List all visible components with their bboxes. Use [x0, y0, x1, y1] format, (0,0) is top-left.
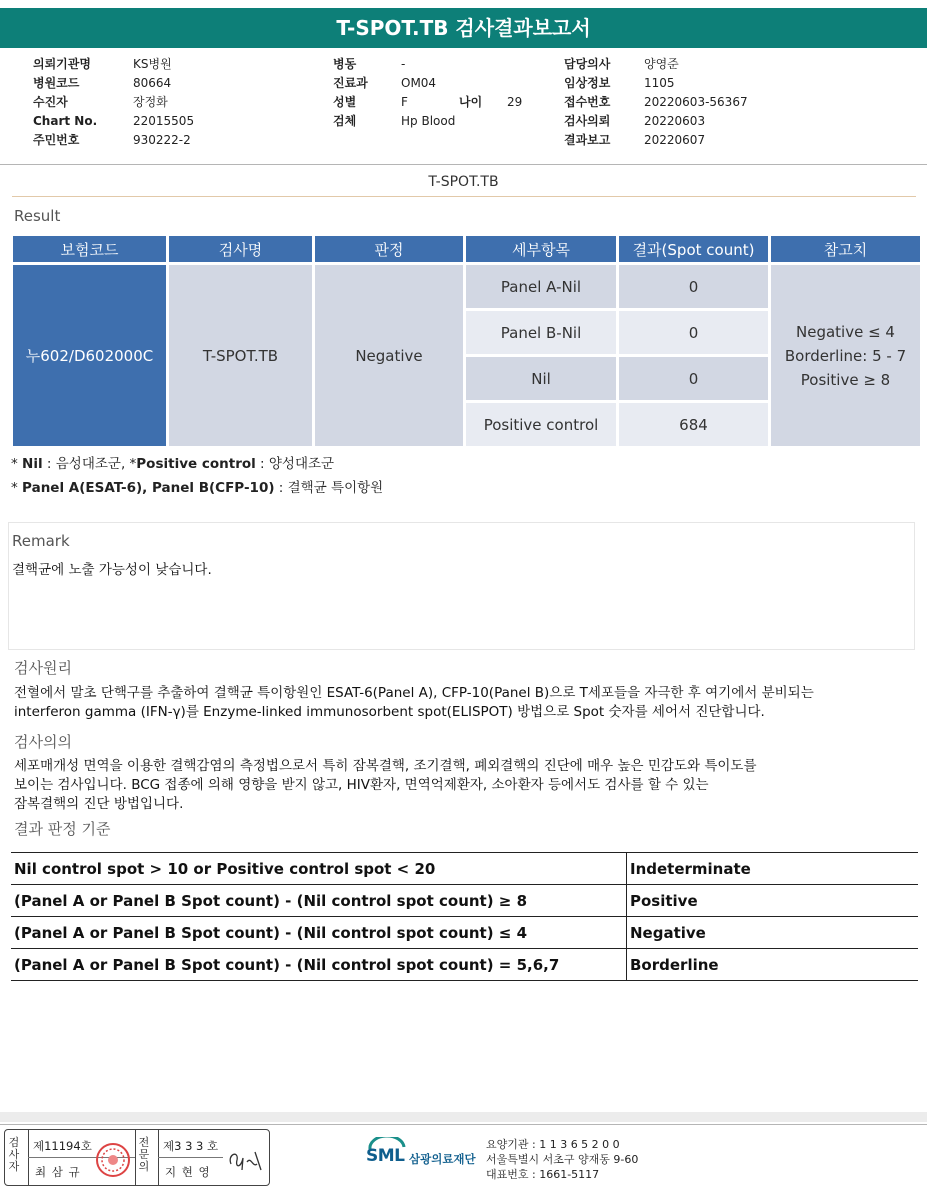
info-row: 검체 Hp Blood	[333, 114, 456, 128]
handwritten-signature-icon	[225, 1144, 265, 1174]
criteria-condition: (Panel A or Panel B Spot count) - (Nil control spot count) ≥ 8	[11, 885, 627, 917]
criteria-result: Indeterminate	[627, 853, 919, 885]
divider	[12, 196, 916, 197]
test-name: T-SPOT.TB	[169, 265, 312, 446]
info-row: 담당의사 양영준	[564, 57, 679, 71]
criteria-label: 결과 판정 기준	[14, 820, 111, 838]
divider	[0, 164, 927, 165]
info-row: 의뢰기관명 KS병원	[33, 57, 172, 71]
info-row: 진료과 OM04	[333, 76, 437, 90]
significance-label: 검사의의	[14, 733, 72, 751]
divider	[0, 1124, 927, 1125]
signature-box	[4, 1129, 270, 1186]
age-value: 29	[507, 95, 523, 109]
principle-label: 검사원리	[14, 659, 72, 677]
patient-info-col2	[333, 55, 522, 131]
table-header-row	[13, 236, 920, 262]
org-code: 요양기관 : 1 1 3 6 5 2 0 0	[486, 1138, 620, 1151]
detail-item: Nil	[466, 357, 616, 400]
criteria-table	[11, 852, 918, 981]
org-logo: SML	[366, 1146, 405, 1166]
remark-text: 결핵균에 노출 가능성이 낮습니다.	[12, 562, 212, 578]
header-insurance-code: 보험코드	[13, 236, 166, 262]
result-value: 0	[619, 265, 768, 308]
header-judgement: 판정	[315, 236, 463, 262]
criteria-row	[11, 853, 918, 885]
reference-range	[771, 265, 920, 446]
insurance-code: 누602/D602000C	[13, 265, 166, 446]
result-value: 0	[619, 357, 768, 400]
judgement: Negative	[315, 265, 463, 446]
info-row: 병원코드 80664	[33, 76, 172, 90]
principle-text: 전혈에서 말초 단핵구를 추출하여 결핵균 특이항원인 ESAT-6(Panel A), CFP-10(Panel B)으로 T세포들을 자극한 후 여기에서 분비되는 interferon gamma (IFN-γ)를 Enzyme-linked immunosorbent spot(ELISPOT) 방법으로 Spot 숫자를 세어서 진단합니다.	[14, 685, 814, 720]
significance-text: 세포매개성 면역을 이용한 결핵감염의 측정법으로서 특히 잠복결핵, 조기결핵, 폐외결핵의 진단에 매우 높은 민감도와 특이도를 보이는 검사입니다. BCG 접종에 의해 영향을 받지 않고, HIV환자, 면역억제환자, 소아환자 등에서도 검사를 할 수 있는 잠복결핵의 진단 방법입니다.	[14, 758, 757, 812]
header-reference: 참고치	[771, 236, 920, 262]
header-test-name: 검사명	[169, 236, 312, 262]
table-row	[13, 265, 920, 308]
reference-positive: Positive ≥ 8	[800, 370, 891, 389]
reference-negative: Negative ≤ 4	[796, 322, 895, 341]
remark-box	[8, 522, 915, 650]
patient-info-col3	[564, 55, 748, 150]
header-result: 결과(Spot count)	[619, 236, 768, 262]
inspector-name: 최 삼 규	[35, 1165, 81, 1179]
specialist-name: 지 현 영	[165, 1165, 211, 1179]
criteria-row	[11, 949, 918, 981]
specialist-number: 제3 3 3 호	[163, 1139, 219, 1153]
divider	[158, 1157, 223, 1158]
info-row: 주민번호 930222-2	[33, 133, 191, 147]
footnote-controls: * Nil : 음성대조군, *Positive control : 양성대조군	[11, 456, 335, 472]
footnote-antigens: * Panel A(ESAT-6), Panel B(CFP-10) : 결핵균 특이항원	[11, 480, 384, 496]
remark-label: Remark	[12, 532, 70, 550]
official-seal-icon	[95, 1142, 131, 1178]
criteria-condition: Nil control spot > 10 or Positive control spot < 20	[11, 853, 627, 885]
criteria-condition: (Panel A or Panel B Spot count) - (Nil control spot count) ≤ 4	[11, 917, 627, 949]
criteria-result: Positive	[627, 885, 919, 917]
result-value: 684	[619, 403, 768, 446]
footer-bar	[0, 1112, 927, 1122]
inspector-label: 검사자	[8, 1136, 20, 1173]
info-row: 병동 -	[333, 57, 406, 71]
criteria-result: Negative	[627, 917, 919, 949]
org-phone: 대표번호 : 1661-5117	[486, 1168, 600, 1181]
patient-info-col1	[33, 55, 194, 150]
detail-item: Panel B-Nil	[466, 311, 616, 354]
header-detail-item: 세부항목	[466, 236, 616, 262]
info-row: 검사의뢰 20220603	[564, 114, 706, 128]
detail-item: Positive control	[466, 403, 616, 446]
info-row: 접수번호 20220603-56367	[564, 95, 748, 109]
section-title: T-SPOT.TB	[428, 174, 499, 190]
criteria-condition: (Panel A or Panel B Spot count) - (Nil control spot count) = 5,6,7	[11, 949, 627, 981]
inspector-number: 제11194호	[33, 1139, 92, 1153]
result-label: Result	[14, 207, 61, 225]
reference-borderline: Borderline: 5 - 7	[784, 346, 907, 365]
criteria-row	[11, 885, 918, 917]
org-info	[486, 1137, 638, 1182]
divider	[135, 1130, 136, 1185]
org-name: 삼광의료재단	[409, 1152, 476, 1166]
specialist-label: 전문의	[138, 1136, 150, 1173]
detail-item: Panel A-Nil	[466, 265, 616, 308]
info-row: Chart No. 22015505	[33, 114, 195, 128]
criteria-result: Borderline	[627, 949, 919, 981]
criteria-row	[11, 917, 918, 949]
info-row: 임상정보 1105	[564, 76, 675, 90]
info-row: 결과보고 20220607	[564, 133, 706, 147]
org-address: 서울특별시 서초구 양재동 9-60	[486, 1153, 639, 1166]
age-label: 나이	[459, 95, 483, 109]
report-title: T-SPOT.TB 검사결과보고서	[0, 8, 927, 48]
info-row: 성별 F 나이 29	[333, 93, 522, 112]
result-value: 0	[619, 311, 768, 354]
info-row: 수진자 장정화	[33, 95, 168, 109]
result-table	[10, 233, 923, 449]
